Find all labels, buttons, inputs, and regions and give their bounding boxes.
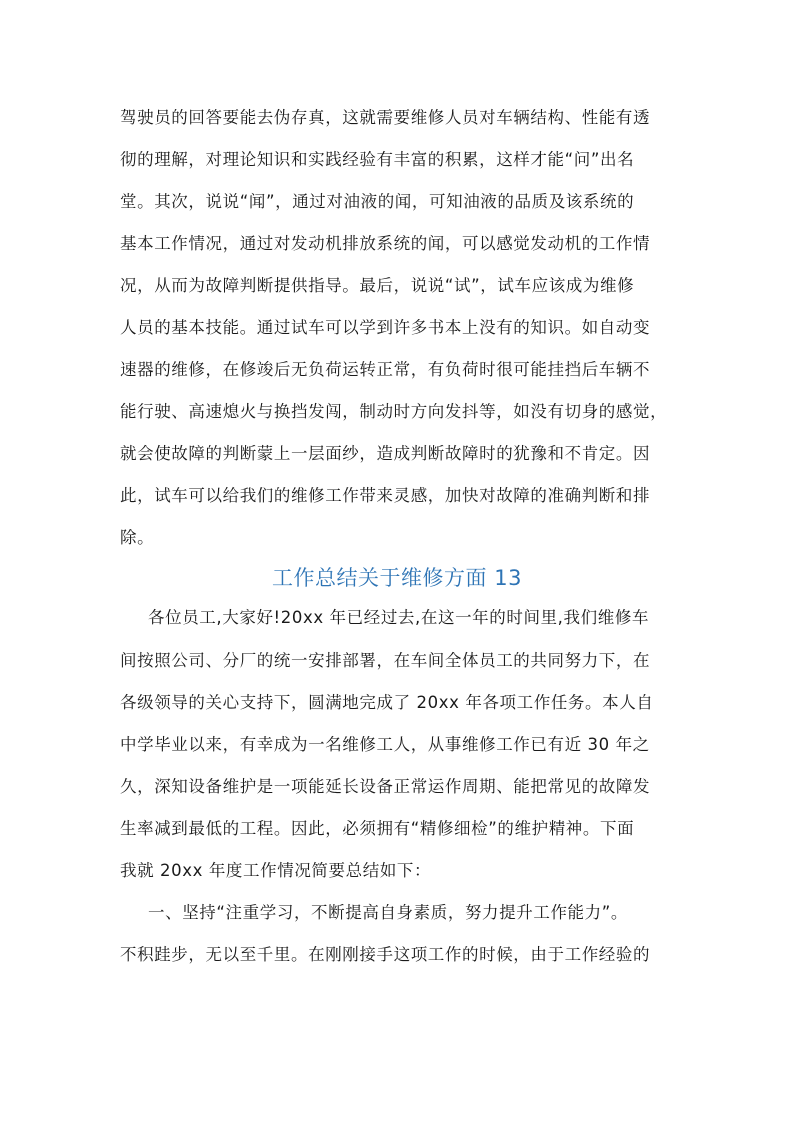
- paragraph2-line: 中学毕业以来，有幸成为一名维修工人，从事维修工作已有近 30 年之: [120, 735, 650, 754]
- paragraph1-line: 就会使故障的判断蒙上一层面纱，造成判断故障时的犹豫和不肯定。因: [120, 444, 651, 463]
- paragraph3-line: 不积跬步，无以至千里。在刚刚接手这项工作的时候，由于工作经验的: [120, 945, 651, 964]
- paragraph3-line: 一、坚持“注重学习，不断提高自身素质，努力提升工作能力”。: [148, 903, 628, 922]
- paragraph1-line: 此，试车可以给我们的维修工作带来灵感，加快对故障的准确判断和排: [120, 486, 651, 505]
- paragraph1-line: 彻的理解，对理论知识和实践经验有丰富的积累，这样才能“问”出名: [120, 150, 635, 169]
- paragraph1-line: 速器的维修，在修竣后无负荷运转正常，有负荷时很可能挂挡后车辆不: [120, 360, 651, 379]
- paragraph1-line: 况，从而为故障判断提供指导。最后，说说“试”，试车应该成为维修: [120, 276, 635, 295]
- section-title: 工作总结关于维修方面 13: [272, 566, 522, 590]
- paragraph2-line: 我就 20xx 年度工作情况简要总结如下：: [120, 861, 432, 880]
- paragraph2-line: 间按照公司、分厂的统一安排部署，在车间全体员工的共同努力下，在: [120, 651, 651, 670]
- paragraph1-line: 基本工作情况，通过对发动机排放系统的闻，可以感觉发动机的工作情: [120, 234, 651, 253]
- paragraph2-line: 各位员工,大家好!20xx 年已经过去,在这一年的时间里,我们维修车: [148, 608, 650, 627]
- paragraph1-line: 能行驶、高速熄火与换挡发闯，制动时方向发抖等，如没有切身的感觉，: [120, 402, 668, 421]
- paragraph1-line: 堂。其次，说说“闻”，通过对油液的闻，可知油液的品质及该系统的: [120, 192, 635, 211]
- paragraph2-line: 久，深知设备维护是一项能延长设备正常运作周期、能把常见的故障发: [120, 777, 651, 796]
- paragraph1-line: 除。: [120, 528, 155, 547]
- paragraph2-line: 生率减到最低的工程。因此，必须拥有“精修细检”的维护精神。下面: [120, 819, 635, 838]
- paragraph1-line: 驾驶员的回答要能去伪存真，这就需要维修人员对车辆结构、性能有透: [120, 108, 651, 127]
- paragraph2-line: 各级领导的关心支持下，圆满地完成了 20xx 年各项工作任务。本人自: [120, 693, 654, 712]
- paragraph1-line: 人员的基本技能。通过试车可以学到许多书本上没有的知识。如自动变: [120, 318, 651, 337]
